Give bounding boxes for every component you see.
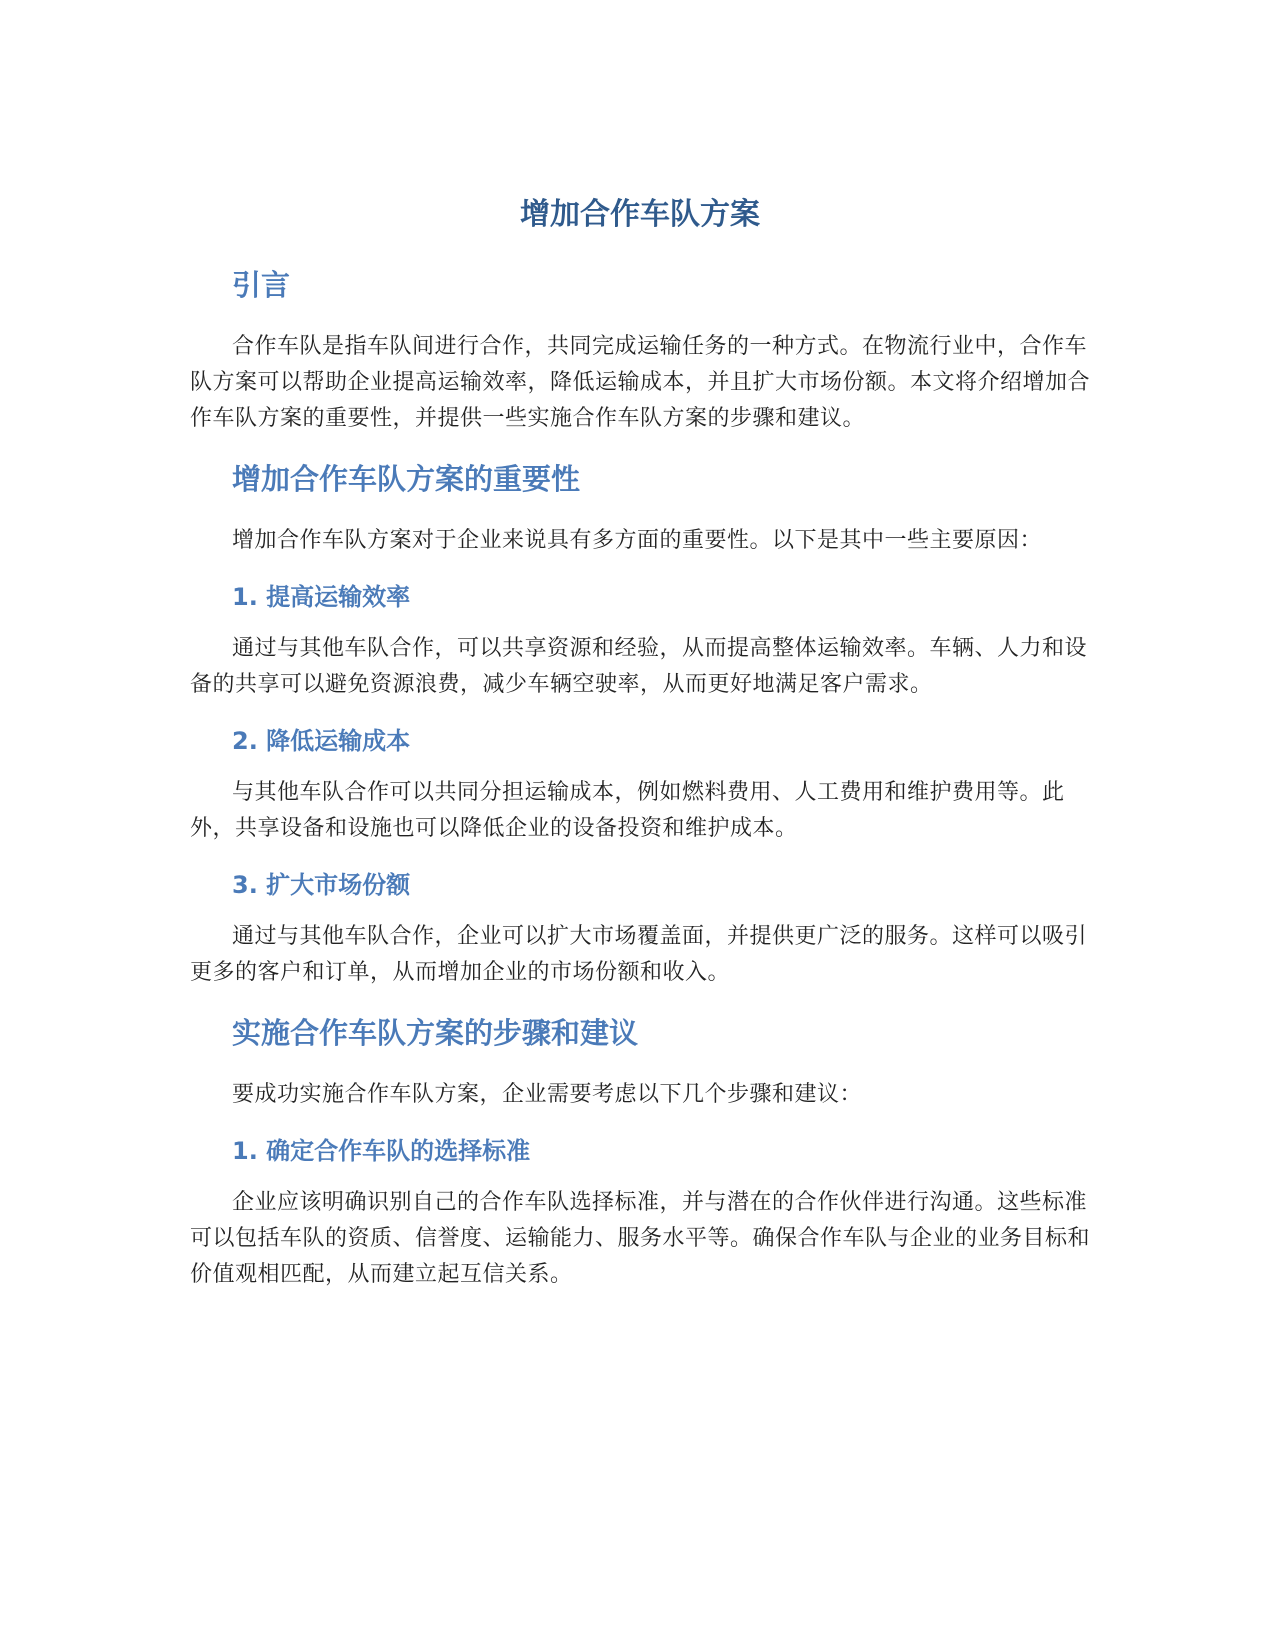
market-share-paragraph: 通过与其他车队合作，企业可以扩大市场覆盖面，并提供更广泛的服务。这样可以吸引更多的客户和订单，从而增加企业的市场份额和收入。: [190, 924, 1088, 985]
cost-paragraph: 与其他车队合作可以共同分担运输成本，例如燃料费用、人工费用和维护费用等。此外，共享设备和设施也可以降低企业的设备投资和维护成本。: [190, 780, 1065, 841]
document-page: [190, 195, 1090, 1315]
section-heading-importance: 增加合作车队方案的重要性: [232, 462, 581, 496]
selection-criteria-paragraph: 企业应该明确识别自己的合作车队选择标准，并与潜在的合作伙伴进行沟通。这些标准可以包括车队的资质、信誉度、运输能力、服务水平等。确保合作车队与企业的业务目标和价值观相匹配，从而建立起互信关系。: [190, 1190, 1091, 1287]
section-heading-steps: 实施合作车队方案的步骤和建议: [232, 1016, 639, 1050]
subheading-selection-criteria: 1. 确定合作车队的选择标准: [232, 1137, 531, 1165]
subheading-efficiency: 1. 提高运输效率: [232, 583, 411, 611]
section-heading-intro: 引言: [232, 268, 291, 302]
subheading-market-share: 3. 扩大市场份额: [232, 871, 411, 899]
importance-paragraph: 增加合作车队方案对于企业来说具有多方面的重要性。以下是其中一些主要原因：: [232, 528, 1043, 553]
document-title: 增加合作车队方案: [520, 197, 760, 232]
steps-paragraph: 要成功实施合作车队方案，企业需要考虑以下几个步骤和建议：: [232, 1082, 863, 1107]
intro-paragraph: 合作车队是指车队间进行合作，共同完成运输任务的一种方式。在物流行业中，合作车队方案可以帮助企业提高运输效率，降低运输成本，并且扩大市场份额。本文将介绍增加合作车队方案的重要性，并提供一些实施合作车队方案的步骤和建议。: [190, 334, 1091, 431]
efficiency-paragraph: 通过与其他车队合作，可以共享资源和经验，从而提高整体运输效率。车辆、人力和设备的共享可以避免资源浪费，减少车辆空驶率，从而更好地满足客户需求。: [190, 636, 1088, 697]
subheading-cost: 2. 降低运输成本: [232, 727, 411, 755]
